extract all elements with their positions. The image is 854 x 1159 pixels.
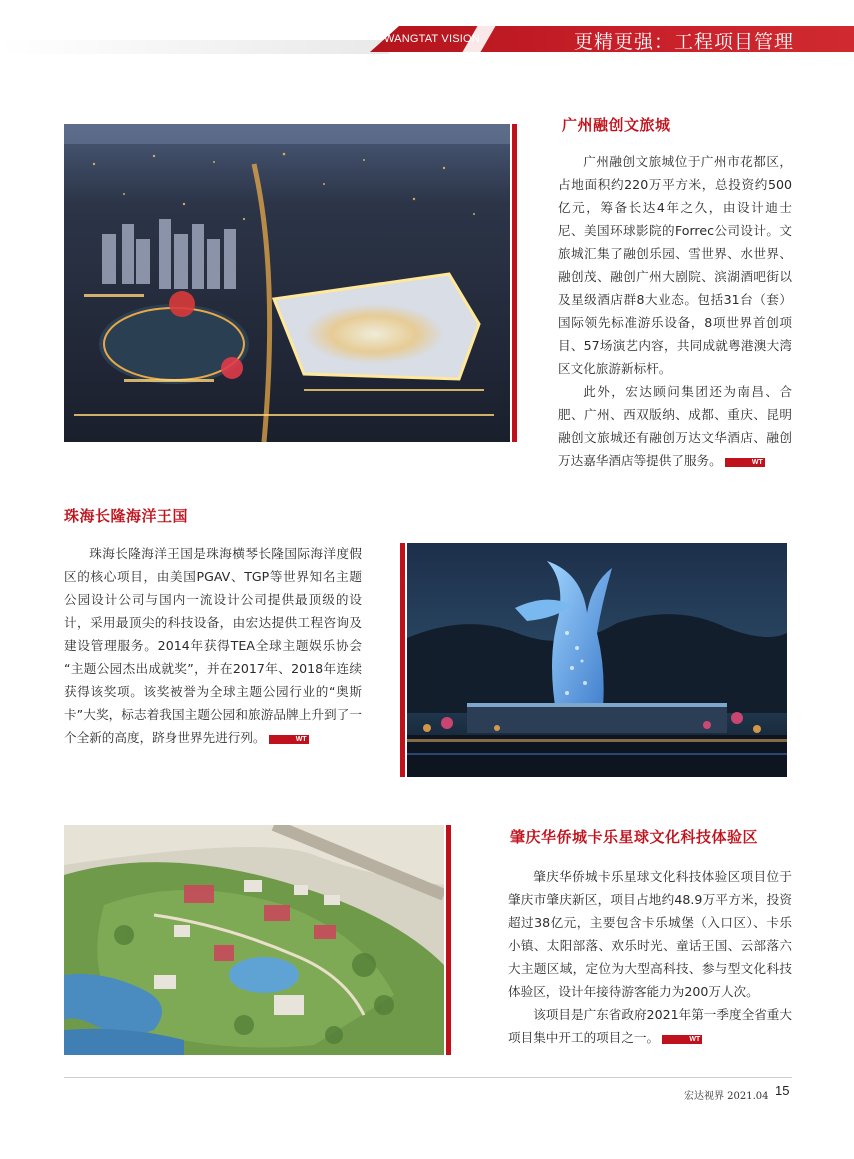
paragraph: 肇庆华侨城卡乐星球文化科技体验区项目位于肇庆市肇庆新区，项目占地约48.9万平方米，投资超过38亿元，主要包含卡乐城堡（入口区）、卡乐小镇、太阳部落、欢乐时光、童话王国、云部落六大主题区域，定位为大型高科技、参与型文化科技体验区，设计年接待游客能力为200万人次。 <box>508 869 792 999</box>
section-title-guangzhou: 广州融创文旅城 <box>562 116 671 134</box>
header-title: 更精更强：工程项目管理 <box>574 31 795 53</box>
paragraph-text: 该项目是广东省政府2021年第一季度全省重大项目集中开工的项目之一。 <box>508 1007 792 1045</box>
paragraph <box>64 542 362 749</box>
photo-accent-bar <box>446 825 451 1055</box>
paragraph: 广州融创文旅城位于广州市花都区，占地面积约220万平方米，总投资约500亿元，筹备长达4年之久，由设计迪士尼、美国环球影院的Forrec公司设计。文旅城汇集了融创乐园、雪世界、水世界、融创茂、融创广州大剧院、滨湖酒吧街以及星级酒店群8大业态。包括31台（套）国际领先标准游乐设备，8项世界首创项目、57场演艺内容，共同成就粤港澳大湾区文化旅游新标杆。 <box>558 154 792 376</box>
section-title-zhaoqing: 肇庆华侨城卡乐星球文化科技体验区 <box>510 828 759 846</box>
end-mark-logo: WT <box>662 1035 702 1044</box>
end-mark-logo: WT <box>725 458 765 467</box>
page-number: 15 <box>775 1083 790 1098</box>
footer-rule <box>64 1077 792 1078</box>
photo-guangzhou-sunac-aerial <box>64 124 510 442</box>
paragraph-text: 珠海长隆海洋王国是珠海横琴长隆国际海洋度假区的核心项目，由美国PGAV、TGP等世界知名主题公园设计公司与国内一流设计公司提供最顶级的设计，采用最顶尖的科技设备，由宏达提供工程咨询及建设管理服务。2014年获得TEA全球主题娱乐协会 “主题公园杰出成就奖”，并在2017年、2018年连续获得该奖项。该奖被誉为全球主题公园行业的“奥斯卡”大奖，标志着我国主题公园和旅游品牌上升到了一个全新的高度，跻身世界先进行列。 <box>64 546 362 745</box>
header-grey-band <box>0 40 400 54</box>
paragraph <box>508 1003 792 1049</box>
section-title-zhuhai: 珠海长隆海洋王国 <box>64 507 189 525</box>
footer-magazine: 宏达视界 2021.04 <box>684 1091 769 1102</box>
paragraph-text: 此外，宏达顾问集团还为南昌、合肥、广州、西双版纳、成都、重庆、昆明融创文旅城还有融创万达文华酒店、融创万达嘉华酒店等提供了服务。 <box>558 384 792 468</box>
photo-zhaoqing-masterplan <box>64 825 444 1055</box>
header-brand: WANGTAT VISION <box>384 33 480 45</box>
photo-accent-bar <box>512 124 517 442</box>
section-body-zhaoqing <box>508 865 792 1049</box>
photo-accent-bar <box>400 543 405 777</box>
paragraph <box>558 380 792 472</box>
photo-zhuhai-whale-shark <box>407 543 787 777</box>
section-body-zhuhai <box>64 542 362 749</box>
section-body-guangzhou <box>558 150 792 472</box>
end-mark-logo: WT <box>269 735 309 744</box>
